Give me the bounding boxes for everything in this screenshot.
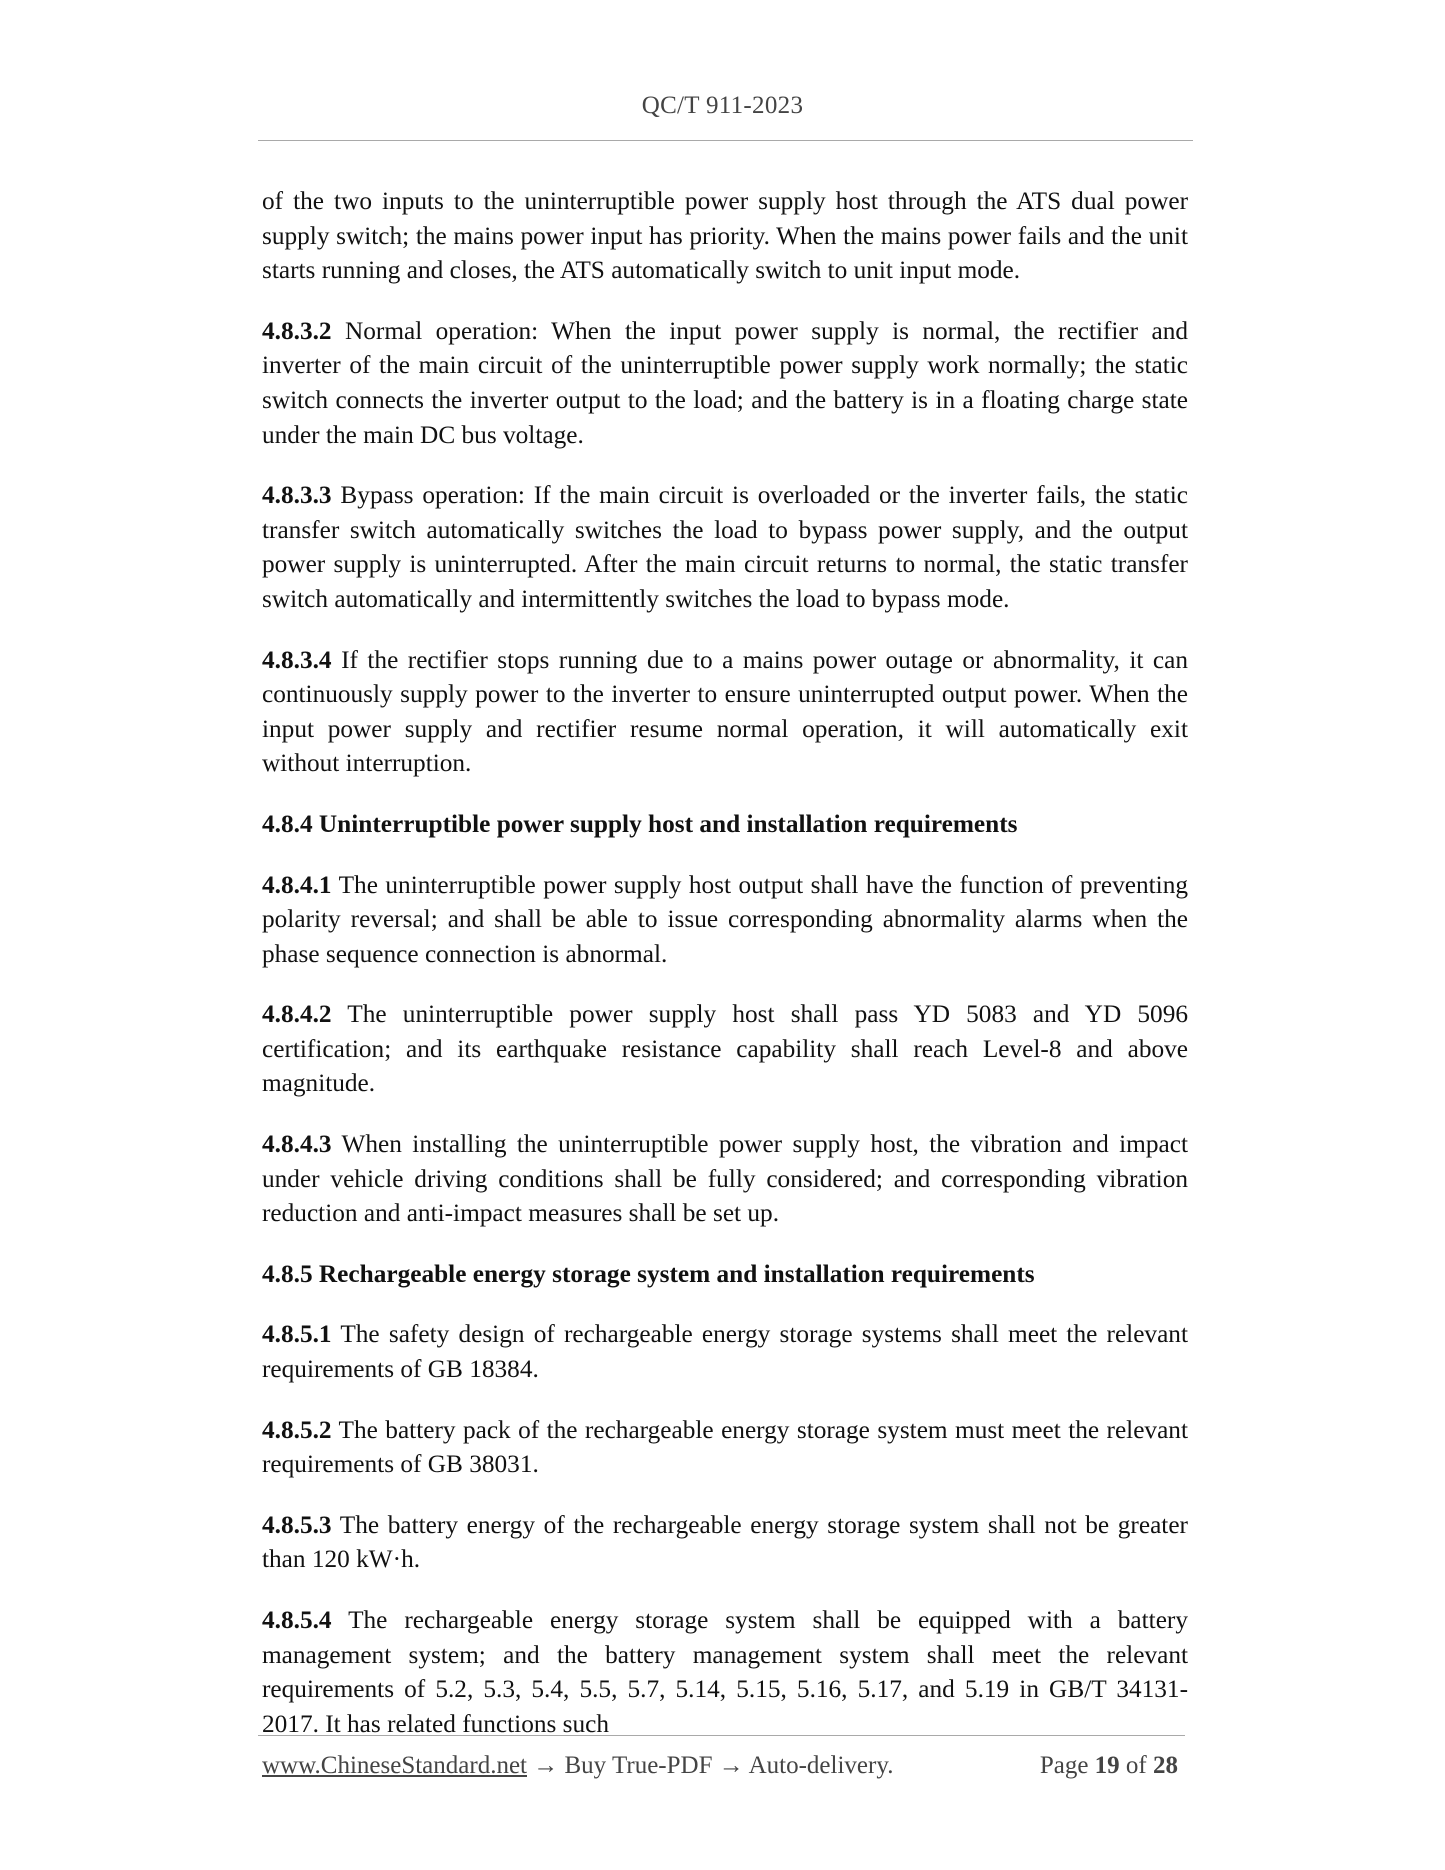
clause-4-8-5-3 <box>262 1508 1188 1577</box>
document-body <box>262 184 1188 1767</box>
clause-text: If the rectifier stops running due to a mains power outage or abnormality, it can continuously supply power to the inverter to ensure uninterrupted output power. When the input power supply and rectifier resume normal operation, it will automatically exit without interruption. <box>262 645 1188 778</box>
page-label: Page <box>1039 1752 1089 1779</box>
clause-text: When installing the uninterruptible power supply host, the vibration and impact under vehicle driving conditions shall be fully considered; and corresponding vibration reduction and anti-impact measures shall be set up. <box>262 1130 1188 1228</box>
clause-number: 4.8.5.1 <box>262 1320 332 1349</box>
clause-4-8-3-2 <box>262 314 1188 452</box>
clause-number: 4.8.4.1 <box>262 870 332 899</box>
arrow-right-icon: → <box>533 1752 559 1779</box>
clause-4-8-3-3 <box>262 478 1188 616</box>
total-page-count: 28 <box>1153 1752 1178 1779</box>
clause-text: The safety design of rechargeable energy storage systems shall meet the relevant requirements of GB 18384. <box>262 1320 1188 1384</box>
chinese-standard-link[interactable]: www.ChineseStandard.net <box>262 1752 527 1779</box>
clause-text: Bypass operation: If the main circuit is overloaded or the inverter fails, the static transfer switch automatically switches the load to bypass power supply, and the output power supply is uninterrupted. After the main circuit returns to normal, the static transfer switch automatically and intermittently switches the load to bypass mode. <box>262 481 1188 613</box>
clause-number: 4.8.5.3 <box>262 1510 332 1539</box>
clause-4-8-5-4 <box>262 1603 1188 1741</box>
clause-text: The battery energy of the rechargeable energy storage system shall not be greater than 120 kW·h. <box>262 1510 1188 1574</box>
clause-text: The uninterruptible power supply host shall pass YD 5083 and YD 5096 certification; and its earthquake resistance capability shall reach Level-8 and above magnitude. <box>262 1000 1188 1098</box>
paragraph-continuation <box>262 184 1188 288</box>
clause-4-8-4-2 <box>262 997 1188 1101</box>
clause-text: Normal operation: When the input power supply is normal, the rectifier and inverter of the main circuit of the uninterruptible power supply work normally; the static switch connects the inverter output to the load; and the battery is in a floating charge state under the main DC bus voltage. <box>262 316 1188 449</box>
header-divider <box>258 140 1193 141</box>
current-page-number: 19 <box>1094 1752 1120 1779</box>
clause-number: 4.8.4.2 <box>262 1000 332 1029</box>
auto-delivery-text: Auto-delivery. <box>748 1752 894 1779</box>
document-header-title: QC/T 911-2023 <box>641 92 804 119</box>
clause-4-8-4-1 <box>262 868 1188 972</box>
clause-number: 4.8.3.2 <box>262 316 332 345</box>
clause-number: 4.8.4.3 <box>262 1130 332 1159</box>
footer-divider <box>258 1735 1185 1736</box>
buy-true-pdf-text: Buy True-PDF <box>564 1752 713 1779</box>
of-label: of <box>1125 1752 1147 1779</box>
footer-promo <box>262 1752 893 1780</box>
arrow-right-icon: → <box>718 1752 744 1779</box>
paragraph-text: of the two inputs to the uninterruptible power supply host through the ATS dual power supply switch; the mains power input has priority. When the mains power fails and the unit starts running and closes, the ATS automatically switch to unit input mode. <box>262 187 1188 285</box>
clause-text: The battery pack of the rechargeable energy storage system must meet the relevant requirements of GB 38031. <box>262 1415 1188 1479</box>
document-footer <box>262 1752 1182 1788</box>
section-heading-4-8-5: 4.8.5 Rechargeable energy storage system and installation requirements <box>262 1259 1035 1288</box>
clause-text: The uninterruptible power supply host output shall have the function of preventing polarity reversal; and shall be able to issue corresponding abnormality alarms when the phase sequence connection is abnormal. <box>262 870 1188 968</box>
clause-number: 4.8.5.2 <box>262 1415 332 1444</box>
clause-4-8-4-3 <box>262 1127 1188 1231</box>
clause-4-8-5-1 <box>262 1317 1188 1386</box>
section-heading-4-8-4: 4.8.4 Uninterruptible power supply host and installation requirements <box>262 809 1018 838</box>
clause-4-8-5-2 <box>262 1413 1188 1482</box>
clause-text: The rechargeable energy storage system shall be equipped with a battery management system; and the battery management system shall meet the relevant requirements of 5.2, 5.3, 5.4, 5.5, 5.7, 5.14, 5.15, 5.16, 5.17, and 5.19 in GB/T 34131-2017. It has related functions such <box>262 1606 1188 1738</box>
page-indicator <box>1040 1752 1178 1780</box>
clause-number: 4.8.3.3 <box>262 481 332 510</box>
clause-number: 4.8.3.4 <box>262 645 332 674</box>
clause-4-8-3-4 <box>262 643 1188 781</box>
clause-number: 4.8.5.4 <box>262 1606 332 1634</box>
